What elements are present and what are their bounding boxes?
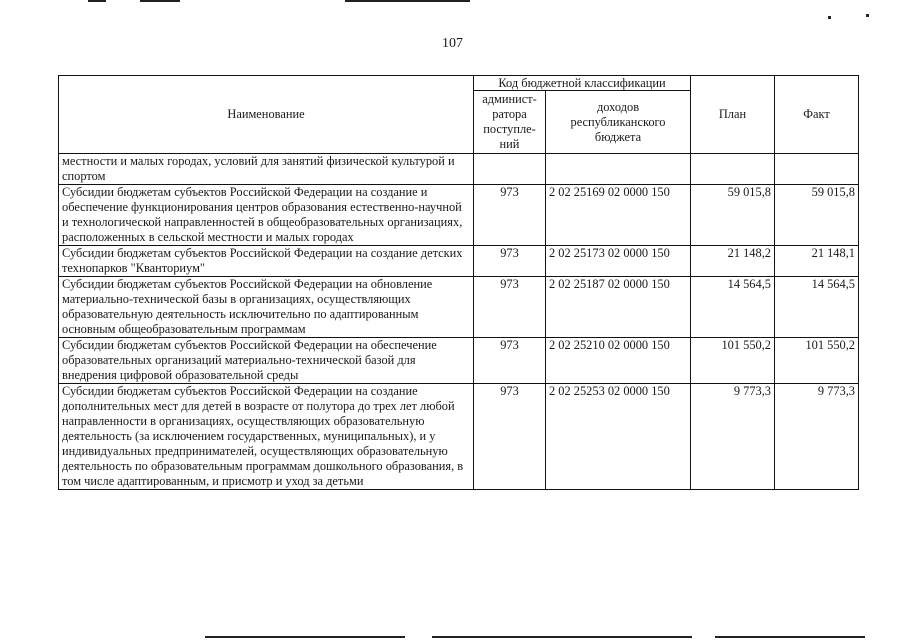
row-admin-code: 973 — [474, 185, 546, 246]
table-row — [59, 154, 859, 185]
row-admin-code: 973 — [474, 384, 546, 490]
row-fact: 9 773,3 — [775, 384, 859, 490]
row-plan: 9 773,3 — [691, 384, 775, 490]
scan-mark-bottom-2 — [432, 636, 692, 638]
row-plan: 21 148,2 — [691, 246, 775, 277]
row-name: Субсидии бюджетам субъектов Российской Федерации на создание дополнительных мест для детей в возрасте от полутора до трех лет любой направленности в организациях, осуществляющих образовательную деятельность (за исключением государственных, муниципальных), и у индивидуальных предпринимателей, осуществляющих образовательную деятельность по образовательным программам дошкольного образования, в том числе адаптированным, и присмотр и уход за детьми — [59, 384, 474, 490]
admin-header-line: ратора — [492, 107, 527, 121]
scan-mark-bottom-3 — [715, 636, 865, 638]
table-row — [59, 277, 859, 338]
row-admin-code: 973 — [474, 338, 546, 384]
column-header-income — [546, 91, 691, 154]
table-row — [59, 185, 859, 246]
row-plan — [691, 154, 775, 185]
admin-header-line: админист- — [482, 92, 537, 106]
row-admin-code — [474, 154, 546, 185]
column-header-plan: План — [691, 76, 775, 154]
admin-header-line: поступле- — [483, 122, 536, 136]
row-fact: 21 148,1 — [775, 246, 859, 277]
row-plan: 14 564,5 — [691, 277, 775, 338]
row-admin-code: 973 — [474, 277, 546, 338]
row-fact: 14 564,5 — [775, 277, 859, 338]
row-admin-code: 973 — [474, 246, 546, 277]
scan-mark-dot-2 — [866, 14, 869, 17]
income-header-line: республиканского — [570, 114, 666, 129]
row-income-code — [546, 154, 691, 185]
table-row — [59, 384, 859, 490]
income-header-line: доходов — [596, 99, 640, 114]
column-header-fact: Факт — [775, 76, 859, 154]
row-name: Субсидии бюджетам субъектов Российской Федерации на обеспечение образовательных организаций материально-технической базой для внедрения цифровой образовательной среды — [59, 338, 474, 384]
row-fact: 59 015,8 — [775, 185, 859, 246]
scan-mark-dot-1 — [828, 16, 831, 19]
row-name: Субсидии бюджетам субъектов Российской Федерации на обновление материально-технической базы в организациях, осуществляющих образовательную деятельность исключительно по адаптированным основным общеобразовательным программам — [59, 277, 474, 338]
table-row — [59, 338, 859, 384]
row-income-code: 2 02 25187 02 0000 150 — [546, 277, 691, 338]
scan-mark-bottom-1 — [205, 636, 405, 638]
column-header-name: Наименование — [59, 76, 474, 154]
row-plan: 59 015,8 — [691, 185, 775, 246]
row-fact: 101 550,2 — [775, 338, 859, 384]
row-name: Субсидии бюджетам субъектов Российской Федерации на создание детских технопарков "Кванториум" — [59, 246, 474, 277]
page-number: 107 — [442, 36, 463, 51]
table-row — [59, 246, 859, 277]
row-name: Субсидии бюджетам субъектов Российской Федерации на создание и обеспечение функционирования центров образования естественно-научной и технологической направленностей в общеобразовательных организациях, расположенных в сельской местности и малых городах — [59, 185, 474, 246]
column-header-admin — [474, 91, 546, 154]
row-name: местности и малых городах, условий для занятий физической культурой и спортом — [59, 154, 474, 185]
row-income-code: 2 02 25173 02 0000 150 — [546, 246, 691, 277]
row-income-code: 2 02 25169 02 0000 150 — [546, 185, 691, 246]
scan-mark-top-3 — [345, 0, 470, 2]
row-fact — [775, 154, 859, 185]
row-income-code: 2 02 25253 02 0000 150 — [546, 384, 691, 490]
scan-mark-top-1 — [88, 0, 106, 2]
budget-table — [58, 75, 859, 490]
income-header-line: бюджета — [594, 129, 642, 144]
admin-header-line: ний — [499, 137, 520, 151]
column-header-budget-code: Код бюджетной классификации — [474, 76, 691, 91]
row-plan: 101 550,2 — [691, 338, 775, 384]
row-income-code: 2 02 25210 02 0000 150 — [546, 338, 691, 384]
scan-mark-top-2 — [140, 0, 180, 2]
